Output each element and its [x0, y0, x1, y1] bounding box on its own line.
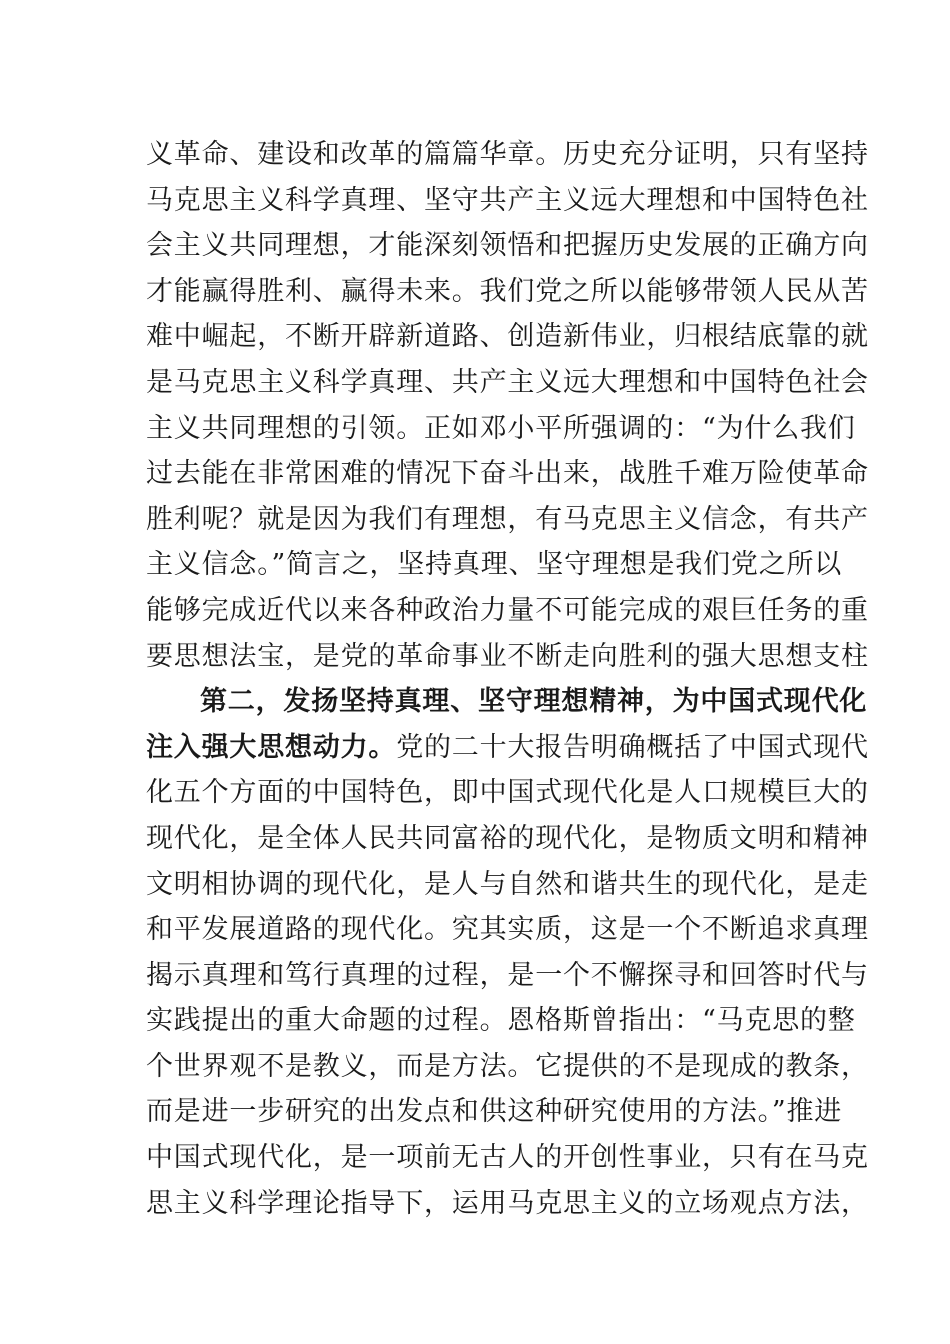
paragraph-1	[146, 132, 869, 679]
text-line: 主义共同理想的引领。正如邓小平所强调的：“为什么我们	[146, 412, 856, 444]
text-line: 会主义共同理想，才能深刻领悟和把握历史发展的正确方向	[146, 230, 869, 262]
section-heading: 第二，发扬坚持真理、坚守理想精神，为中国式现代化	[200, 686, 868, 718]
text-line: 化五个方面的中国特色，即中国式现代化是人口规模巨大的	[146, 777, 869, 809]
text-line: 现代化，是全体人民共同富裕的现代化，是物质文明和精神	[146, 822, 869, 854]
text-line: 思主义科学理论指导下，运用马克思主义的立场观点方法，	[146, 1187, 869, 1219]
text-line: 胜利呢？就是因为我们有理想，有马克思主义信念，有共产	[146, 503, 869, 535]
text-line: 难中崛起，不断开辟新道路、创造新伟业，归根结底靠的就	[146, 321, 869, 353]
text-line: 而是进一步研究的出发点和供这种研究使用的方法。”推进	[146, 1096, 843, 1128]
text-line: 揭示真理和笃行真理的过程，是一个不懈探寻和回答时代与	[146, 959, 869, 991]
text-line: 实践提出的重大命题的过程。恩格斯曾指出：“马克思的整	[146, 1005, 856, 1037]
text-segment: 党的二十大报告明确概括了中国式现代	[396, 731, 869, 763]
body-text	[146, 132, 869, 1226]
text-line: 和平发展道路的现代化。究其实质，这是一个不断追求真理	[146, 914, 869, 946]
text-line: 主义信念。”简言之，坚持真理、坚守理想是我们党之所以	[146, 549, 843, 581]
section-heading-end: 注入强大思想动力。	[146, 731, 397, 763]
paragraph-2	[146, 679, 869, 1226]
text-line: 马克思主义科学真理、坚守共产主义远大理想和中国特色社	[146, 184, 869, 216]
text-line: 才能赢得胜利、赢得未来。我们党之所以能够带领人民从苦	[146, 275, 869, 307]
text-line: 能够完成近代以来各种政治力量不可能完成的艰巨任务的重	[146, 594, 869, 626]
text-line: 义革命、建设和改革的篇篇华章。历史充分证明，只有坚持	[146, 139, 869, 170]
text-line: 要思想法宝，是党的革命事业不断走向胜利的强大思想支柱	[146, 640, 869, 672]
text-line: 是马克思主义科学真理、共产主义远大理想和中国特色社会	[146, 366, 869, 398]
text-line: 过去能在非常困难的情况下奋斗出来，战胜千难万险使革命	[146, 458, 869, 490]
text-line: 个世界观不是教义，而是方法。它提供的不是现成的教条，	[146, 1050, 869, 1082]
text-line: 文明相协调的现代化，是人与自然和谐共生的现代化，是走	[146, 868, 869, 900]
text-line: 中国式现代化，是一项前无古人的开创性事业，只有在马克	[146, 1142, 869, 1174]
text-line	[146, 725, 869, 771]
